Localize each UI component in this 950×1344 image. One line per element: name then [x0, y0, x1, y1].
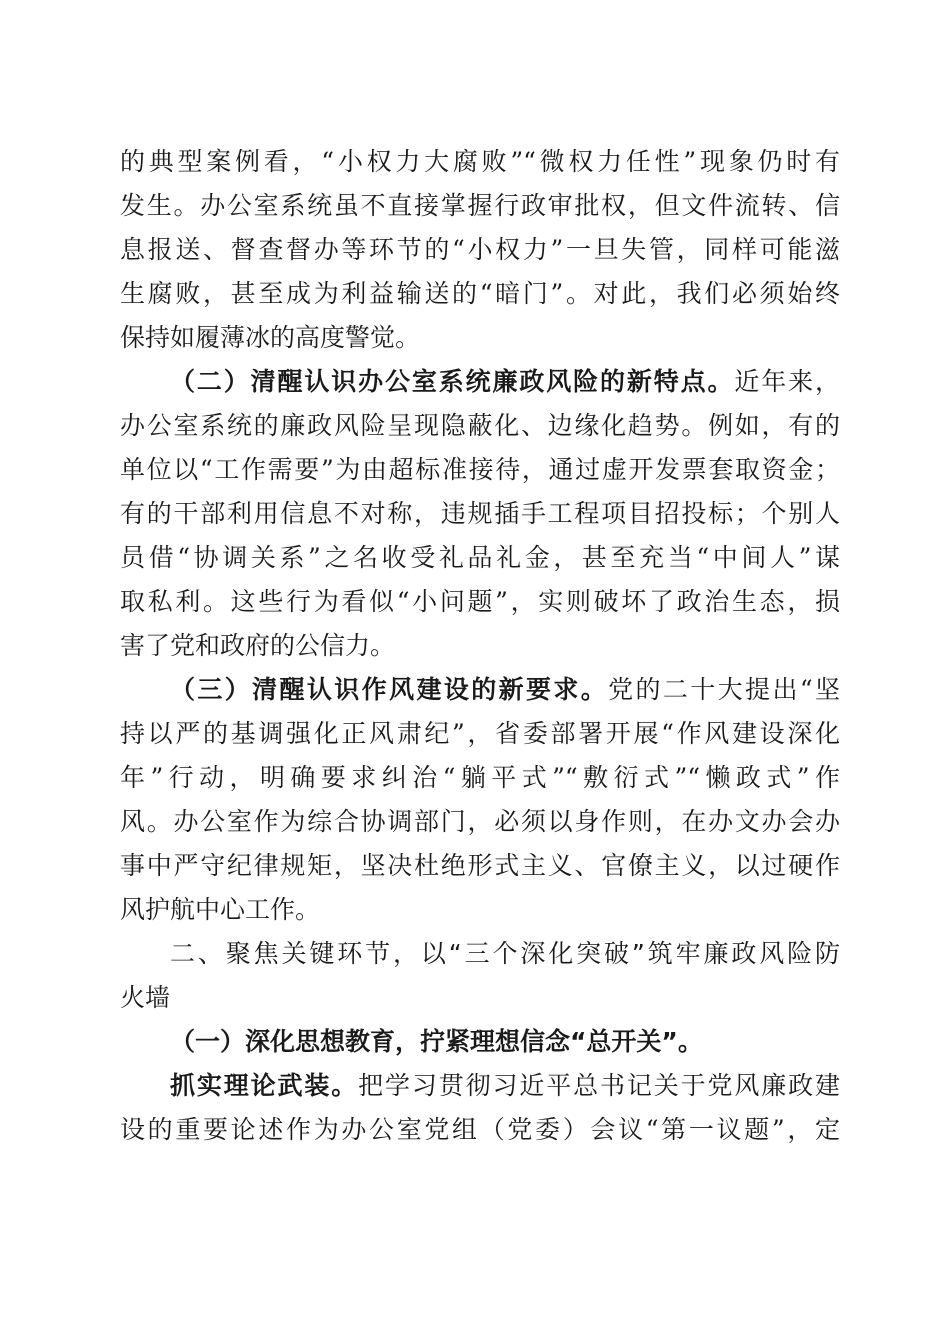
- text-line-15: 年”行动，明确要求纠治“躺平式”“敷衍式”“懒政式”作: [120, 763, 840, 792]
- text-line-8: 单位以“工作需要”为由超标准接待，通过虚开发票套取资金；: [120, 455, 840, 484]
- heading-2-rest: 近年来，: [734, 367, 840, 396]
- text-line-17: 事中严守纪律规矩，坚决杜绝形式主义、官僚主义，以过硬作: [120, 851, 840, 880]
- text-line-4: 生腐败，甚至成为利益输送的“暗门”。对此，我们必须始终: [120, 279, 840, 308]
- text-line-14: 持以严的基调强化正风肃纪”，省委部署开展“作风建设深化: [120, 719, 840, 748]
- bold-heading-2: （二）清醒认识办公室系统廉政风险的新特点。: [170, 367, 735, 396]
- text-line-2: 发生。办公室系统虽不直接掌握行政审批权，但文件流转、信: [120, 191, 840, 220]
- paragraph-heading-2: [170, 362, 840, 402]
- subsection-heading-1: （一）深化思想教育，拧紧理想信念“总开关”。: [170, 1027, 703, 1056]
- text-line-11: 取私利。这些行为看似“小问题”，实则破坏了政治生态，损: [120, 587, 840, 616]
- bold-heading-3: （三）清醒认识作风建设的新要求。: [170, 675, 609, 704]
- text-line-7: 办公室系统的廉政风险呈现隐蔽化、边缘化趋势。例如，有的: [120, 411, 840, 440]
- paragraph-heading-3: [170, 670, 840, 710]
- text-line-9: 有的干部利用信息不对称，违规插手工程项目招投标；个别人: [120, 499, 840, 528]
- text-line-3: 息报送、督查督办等环节的“小权力”一旦失管，同样可能滋: [120, 235, 840, 264]
- section-heading-2: 二、聚焦关键环节，以“三个深化突破”筑牢廉政风险防: [170, 939, 840, 968]
- text-line-10: 员借“协调关系”之名收受礼品礼金，甚至充当“中间人”谋: [120, 543, 840, 572]
- heading-6-rest: 把学习贯彻习近平总书记关于党风廉政建: [358, 1071, 840, 1100]
- section-heading-2-cont: 火墙: [120, 983, 171, 1012]
- text-line-23: 设的重要论述作为办公室党组（党委）会议“第一议题”，定: [120, 1115, 840, 1144]
- text-line-16: 风。办公室作为综合协调部门，必须以身作则，在办文办会办: [120, 807, 840, 836]
- text-line-1: 的典型案例看，“小权力大腐败”“微权力任性”现象仍时有: [120, 147, 840, 176]
- text-line-5: 保持如履薄冰的高度警觉。: [120, 323, 421, 352]
- text-line-18: 风护航中心工作。: [120, 895, 321, 924]
- text-line-12: 害了党和政府的公信力。: [120, 631, 396, 660]
- bold-heading-6: 抓实理论武装。: [170, 1071, 359, 1100]
- paragraph-heading-6: [170, 1066, 840, 1106]
- heading-3-rest: 党的二十大提出“坚: [608, 675, 840, 704]
